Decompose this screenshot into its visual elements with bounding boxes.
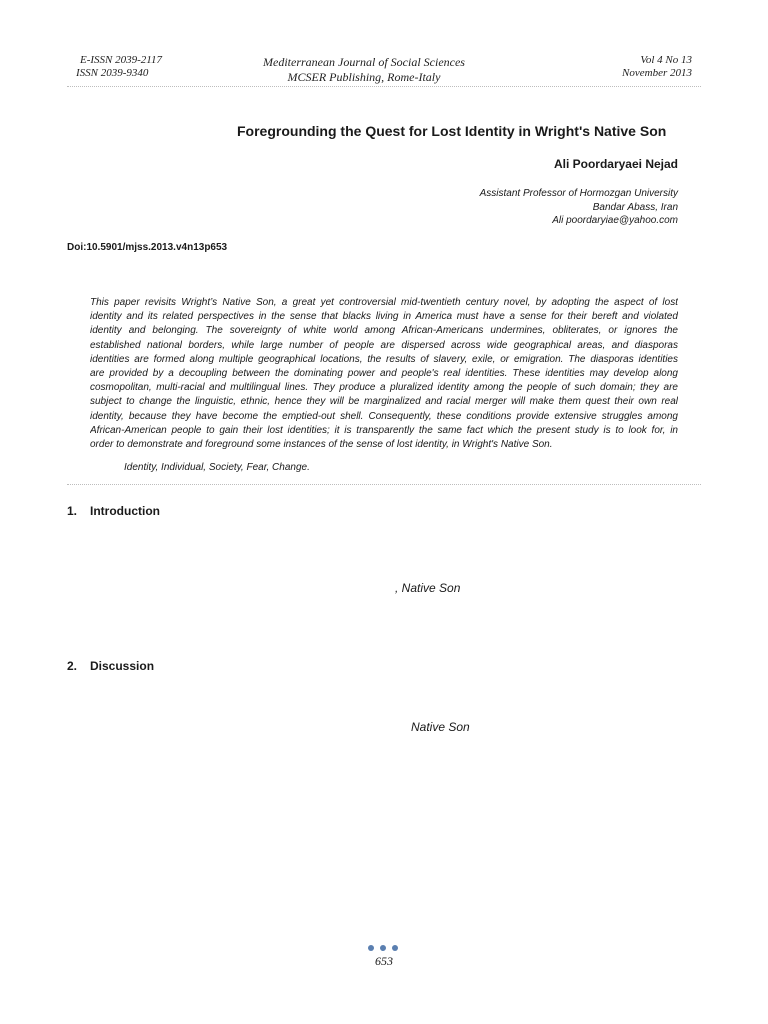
introduction-text-fragment: , Native Son (395, 581, 461, 595)
abstract-line: This paper revisits Wright’s Native Son, a great yet controversial mid-twentieth century novel, by adopting the aspect of lost (90, 297, 678, 308)
abstract-line: African-American people to gain their lost identities; it is transparently the same fact which the present study is to look for, in (90, 424, 678, 436)
eissn: E-ISSN 2039-2117 (80, 54, 162, 66)
abstract-line: established national borders, while large number of people are dispersed across wide geographical areas, and diasporas (90, 339, 678, 351)
paper-title: Foregrounding the Quest for Lost Identity in Wright's Native Son (237, 123, 667, 139)
publisher: MCSER Publishing, Rome-Italy (287, 70, 441, 84)
volume: Vol 4 No 13 (640, 54, 692, 66)
issue-date: November 2013 (622, 67, 692, 79)
affiliation-position: Assistant Professor of Hormozgan University (479, 188, 678, 199)
abstract (90, 296, 678, 452)
ornament-dot (392, 945, 398, 951)
header-rule (67, 86, 701, 87)
author-email: Ali poordaryiae@yahoo.com (552, 215, 678, 226)
section-number: 2. (67, 659, 78, 673)
abstract-line: order to demonstrate and foreground some instances of the sense of lost identity, in Wright's Native Son. (90, 438, 553, 450)
keywords: Identity, Individual, Society, Fear, Change. (124, 462, 310, 473)
abstract-line: are provided by a decoupling between the dominating power and people's real identities. These identities may develop along (90, 367, 678, 379)
abstract-line: identity, because they have become the emptied-out shell. Consequently, these conditions provide extensive struggles among (90, 410, 678, 422)
abstract-line: identities are formed along multiple geographical locations, the results of slavery, exile, or emigration. The diasporas identities (90, 353, 678, 365)
abstract-line: subject to change the linguistic, ethnic, hence they will be marginalized and racial merger will make them quest their own real (90, 396, 678, 408)
page-ornament (368, 945, 400, 953)
abstract-line: cosmopolitan, multi-racial and multilingual lines. They produce a pluralized identity among the people of such domain; they are (90, 382, 678, 394)
section-introduction-heading (67, 504, 160, 518)
issn: ISSN 2039-9340 (76, 67, 149, 79)
author-name: Ali Poordaryaei Nejad (553, 157, 678, 171)
section-discussion-heading (67, 659, 154, 673)
journal-name: Mediterranean Journal of Social Sciences (263, 55, 465, 69)
abstract-line: identity and its related perspectives in the sense that blacks living in America must have a sense for their bereft and violated (90, 311, 678, 323)
page-number: 653 (375, 954, 393, 968)
ornament-dot (380, 945, 386, 951)
discussion-text-fragment: Native Son (411, 720, 470, 734)
affiliation-location: Bandar Abass, Iran (592, 202, 678, 213)
ornament-dot (368, 945, 374, 951)
abstract-line: identity and belonging. The sovereignty of white world among African-Americans undermines, obliterates, or ignores the (90, 325, 678, 337)
doi: Doi:10.5901/mjss.2013.v4n13p653 (67, 242, 228, 253)
section-title: Introduction (90, 504, 160, 518)
section-title: Discussion (90, 659, 155, 673)
section-number: 1. (67, 504, 78, 518)
abstract-rule (67, 484, 701, 485)
